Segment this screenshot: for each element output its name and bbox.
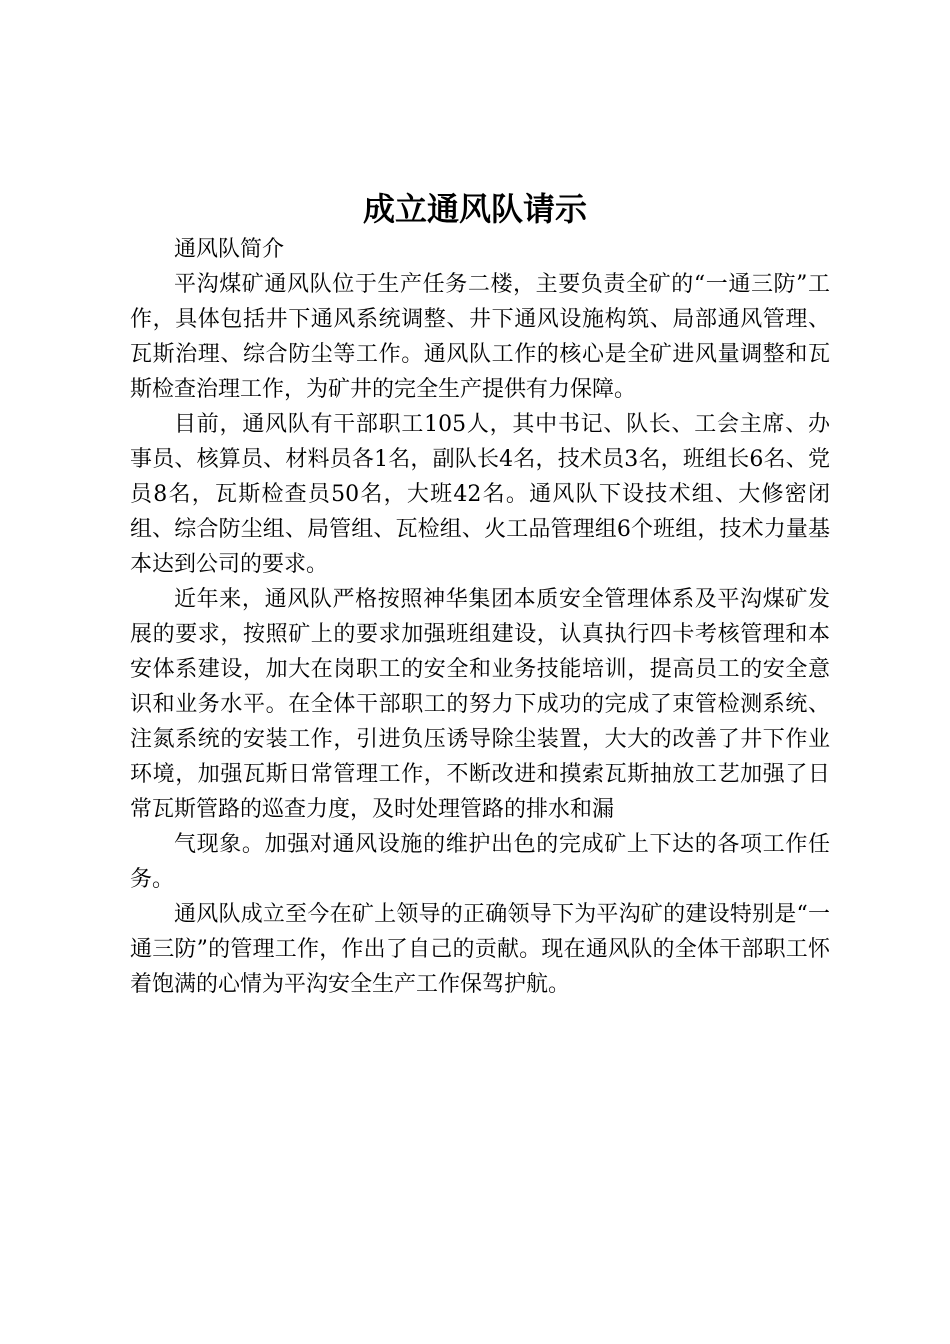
- paragraph-staff: 目前，通风队有干部职工105人，其中书记、队长、工会主席、办事员、核算员、材料员各1名，副队长4名，技术员3名，班组长6名、党员8名，瓦斯检查员50名，大班42名。通风队下设技术组、大修密闭组、综合防尘组、局管组、瓦检组、火工品管理组6个班组，技术力量基本达到公司的要求。: [130, 412, 830, 577]
- section-heading: 通风队简介: [174, 237, 285, 262]
- document-body: [130, 232, 830, 1002]
- paragraph-achievements: 近年来，通风队严格按照神华集团本质安全管理体系及平沟煤矿发展的要求，按照矿上的要求加强班组建设，认真执行四卡考核管理和本安体系建设，加大在岗职工的安全和业务技能培训，提高员工的安全意识和业务水平。在全体干部职工的努力下成功的完成了束管检测系统、注氮系统的安装工作，引进负压诱导除尘装置，大大的改善了井下作业环境，加强瓦斯日常管理工作，不断改进和摸索瓦斯抽放工艺加强了日常瓦斯管路的巡查力度，及时处理管路的排水和漏: [130, 587, 830, 822]
- paragraph-achievements-continued: 气现象。加强对通风设施的维护出色的完成矿上下达的各项工作任务。: [130, 832, 830, 892]
- paragraph-conclusion: 通风队成立至今在矿上领导的正确领导下为平沟矿的建设特别是“一通三防”的管理工作，作出了自己的贡献。现在通风队的全体干部职工怀着饱满的心情为平沟安全生产工作保驾护航。: [130, 902, 830, 997]
- document-title: 成立通风队请示: [362, 190, 587, 228]
- paragraph-intro: 平沟煤矿通风队位于生产任务二楼，主要负责全矿的“一通三防”工作，具体包括井下通风系统调整、井下通风设施构筑、局部通风管理、瓦斯治理、综合防尘等工作。通风队工作的核心是全矿进风量调整和瓦斯检查治理工作，为矿井的完全生产提供有力保障。: [130, 272, 830, 402]
